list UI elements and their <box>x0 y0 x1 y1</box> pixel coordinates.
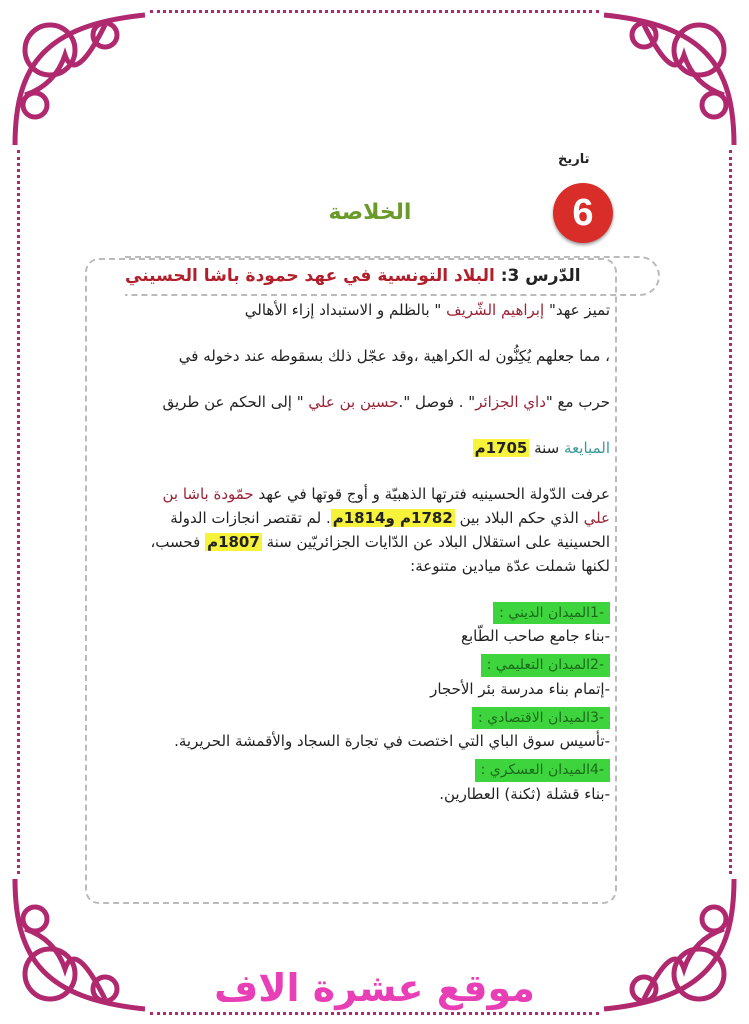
name-hammouda: حمّودة باشا بن علي <box>162 485 610 527</box>
field-item <box>140 648 610 700</box>
field-label: -2الميدان التعليمي : <box>481 654 610 676</box>
border-right <box>729 150 732 874</box>
lesson-prefix: الدّرس 3: <box>500 266 581 286</box>
field-item <box>140 596 610 648</box>
ornament-corner-icon <box>5 5 155 155</box>
lesson-title <box>125 256 660 296</box>
border-bottom <box>150 1012 599 1015</box>
paragraph-line <box>140 298 610 322</box>
text: حرب مع " <box>545 393 610 411</box>
paragraph-line: ، مما جعلهم يُكِنُّون له الكراهية ،وقد عجّل ذلك بسقوطه عند دخوله في <box>178 347 610 365</box>
date-highlight: 1807م <box>207 533 260 551</box>
text: " بالظلم و الاستبداد إزاء الأهالي <box>244 301 442 319</box>
text: . لم تقتصر انجازات الدولة الحسينية على استقلال البلاد عن الدّايات الجزائريّين سنة <box>170 509 610 551</box>
field-label: -3الميدان الاقتصادي : <box>472 707 610 729</box>
text: عرفت الدّولة الحسينيه فترتها الذهبيّة و أوج قوتها في عهد <box>258 485 610 503</box>
paragraph-line <box>140 436 610 460</box>
lesson-title-text: البلاد التونسية في عهد حمودة باشا الحسيني <box>125 266 495 286</box>
field-achievement: -إتمام بناء مدرسة بئر الأحجار <box>430 679 610 698</box>
text: " . فوصل ". <box>398 393 476 411</box>
term: المبايعة <box>564 439 610 457</box>
text: فحسب، لكنها شملت عدّة ميادين متنوعة: <box>150 533 610 575</box>
text: سنة <box>534 439 560 457</box>
text: " إلى الحكم عن طريق <box>162 393 304 411</box>
paragraph-line <box>140 390 610 414</box>
field-label: -4الميدان العسكري : <box>475 759 610 781</box>
field-item <box>140 753 610 805</box>
field-achievement: -بناء قشلة (ثكنة) العطارين. <box>439 784 610 803</box>
field-achievement: -تأسيس سوق الباي التي اختصت في تجارة السجاد والأقمشة الحريرية. <box>174 732 610 751</box>
site-watermark: موقع عشرة الاف <box>214 966 535 1010</box>
subject-label: تاريخ <box>558 152 590 167</box>
date-highlight: 1705م <box>474 439 528 457</box>
fields-list <box>140 596 610 806</box>
date-highlight: 1782م و1814م <box>332 509 453 527</box>
name-dey: داي الجزائر <box>475 393 546 411</box>
text: تميز عهد" <box>548 301 610 319</box>
name-ibrahim: إبراهيم الشّريف <box>446 301 545 319</box>
ornament-corner-icon <box>594 5 744 155</box>
text: الذي حكم البلاد بين <box>459 509 579 527</box>
lesson-number-badge: 6 <box>553 183 613 243</box>
field-item <box>140 701 610 753</box>
section-title: الخلاصة <box>328 200 412 225</box>
lesson-content <box>140 298 610 806</box>
field-achievement: -بناء جامع صاحب الطّابع <box>461 627 610 646</box>
border-left <box>17 150 20 874</box>
name-hussein: حسين بن علي <box>308 393 399 411</box>
field-label: -1الميدان الديني : <box>493 602 610 624</box>
paragraph-2 <box>140 482 610 578</box>
border-top <box>150 10 599 13</box>
